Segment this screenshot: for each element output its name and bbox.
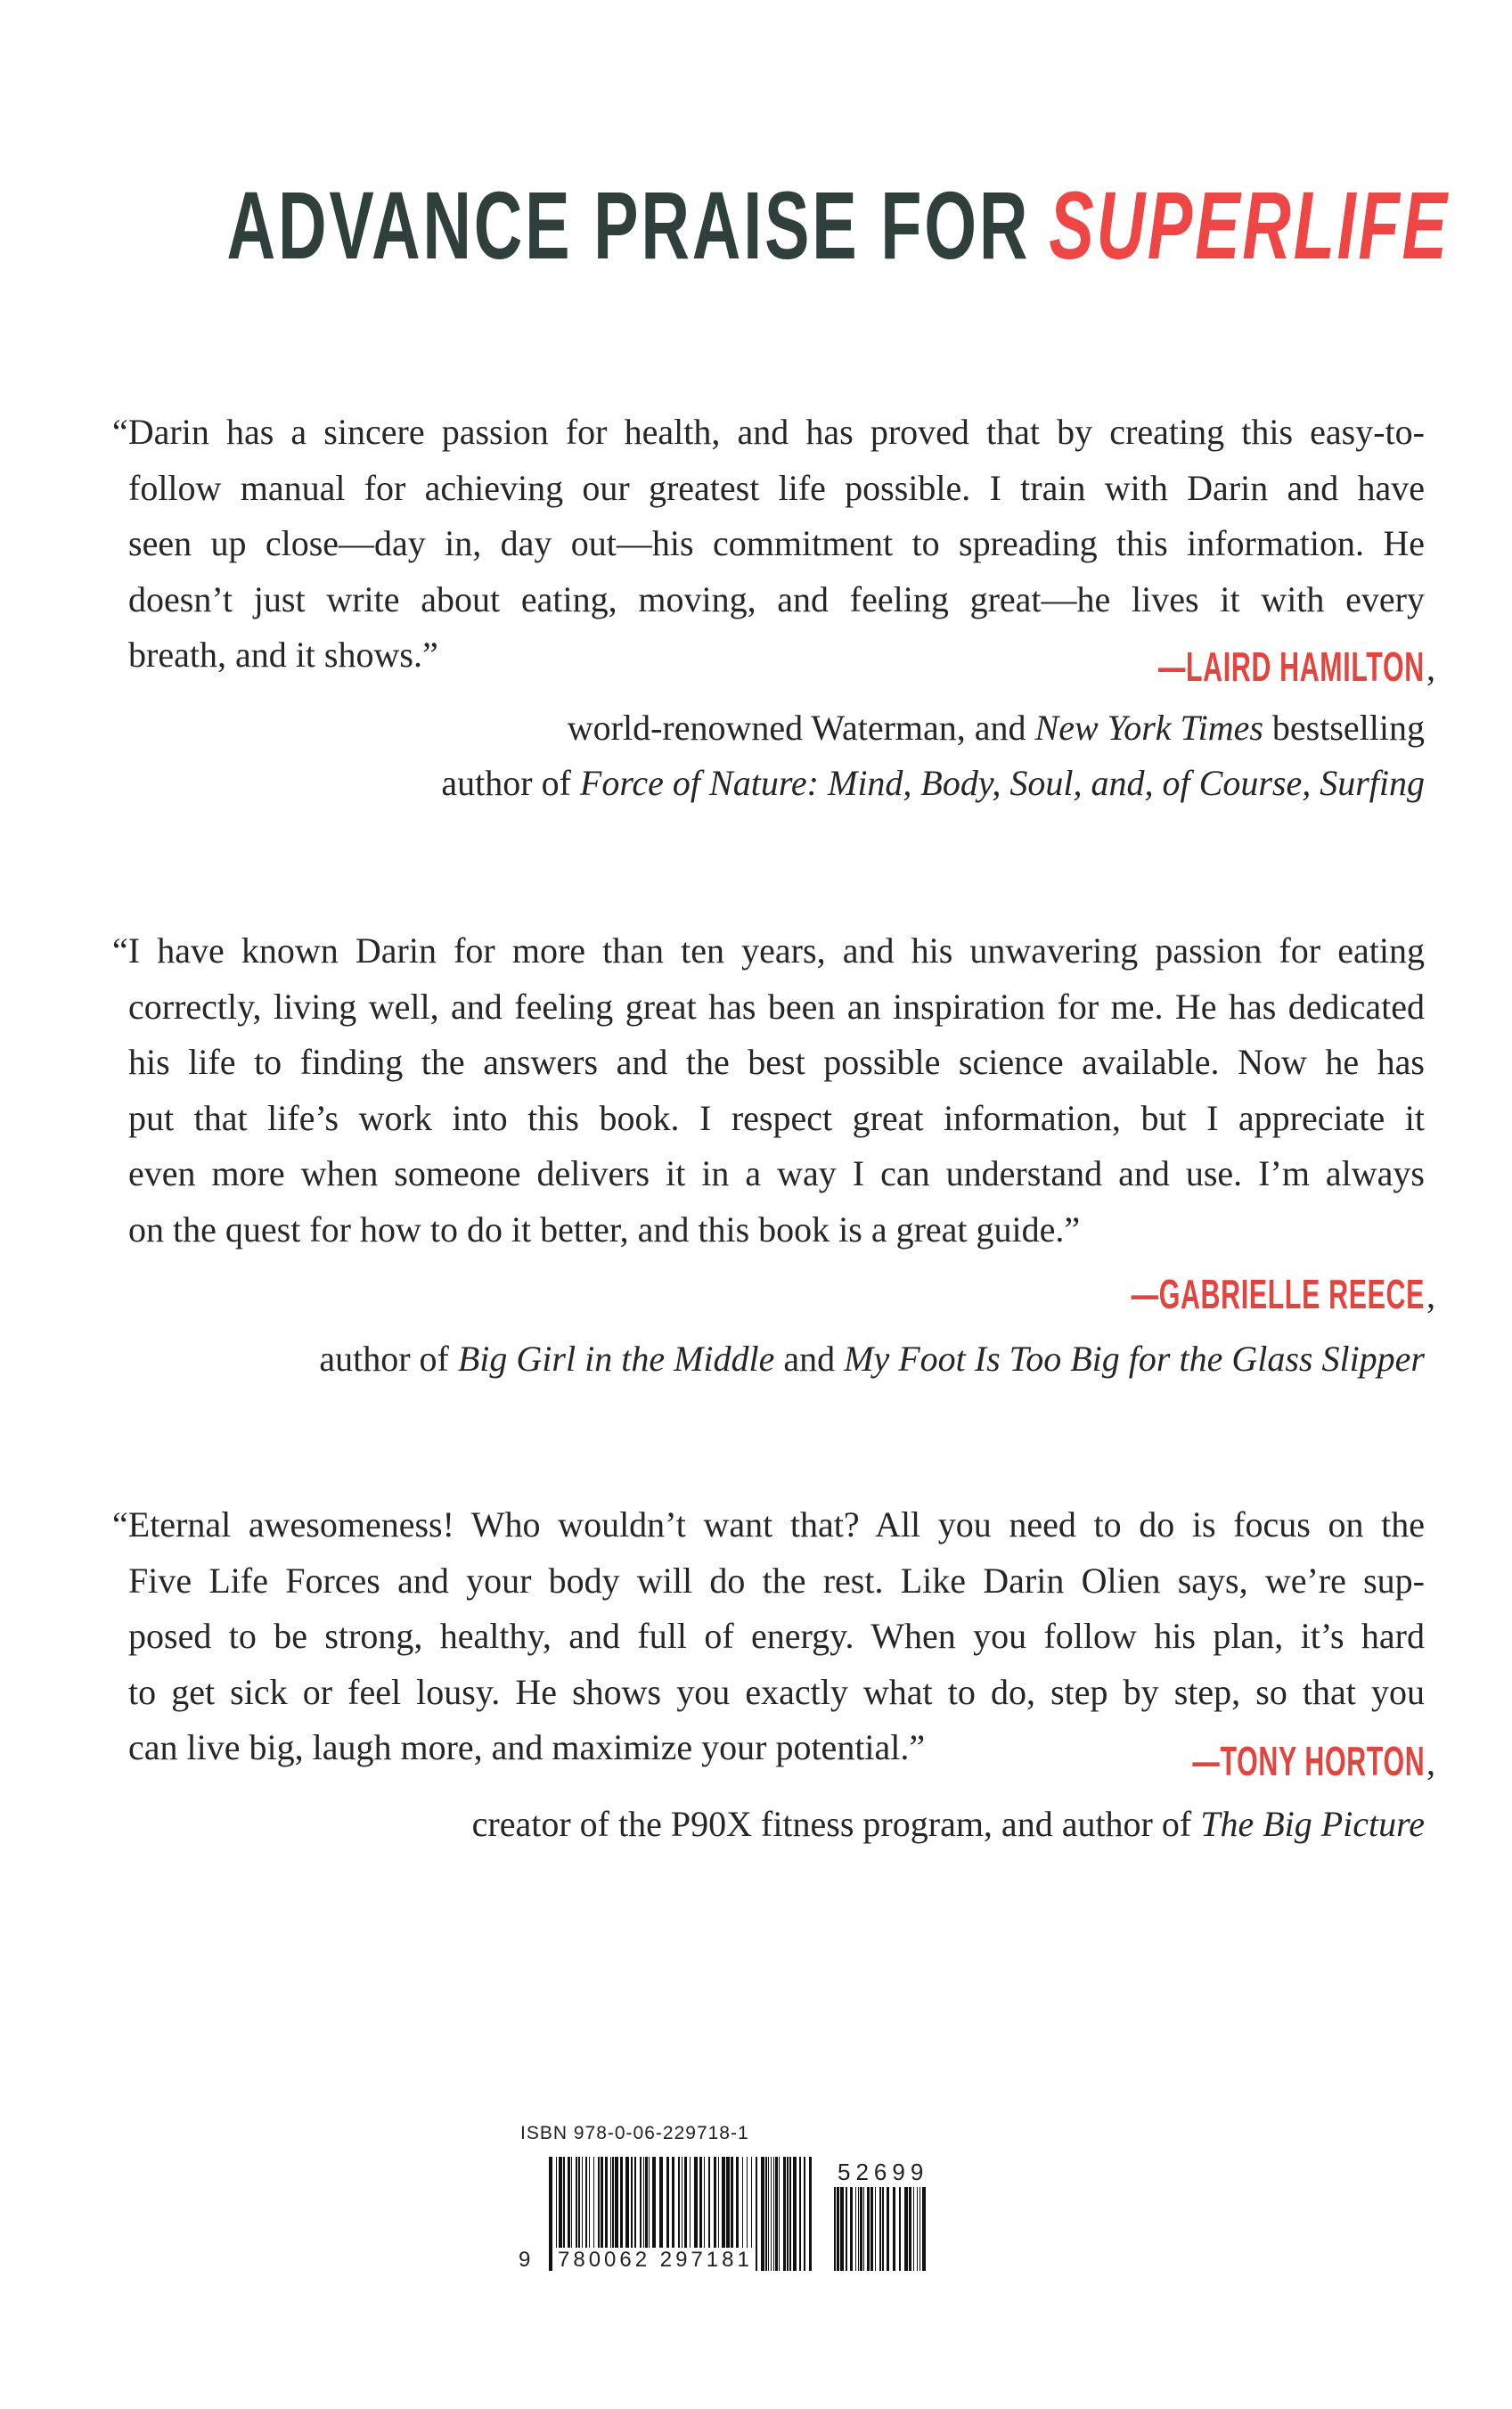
attribution-line: author of Force of Nature: Mind, Body, Soul, and, of Course, Surfing — [441, 763, 1425, 803]
barcode-bar — [858, 2187, 859, 2271]
barcode-bar — [893, 2187, 895, 2271]
barcode-bar — [860, 2187, 862, 2271]
barcode-bar — [799, 2157, 801, 2271]
quote-line: correctly, living well, and feeling great has been an inspiration for me. He has dedicated — [128, 986, 1425, 1027]
barcode-bar — [850, 2187, 853, 2271]
barcode-bar — [875, 2187, 876, 2271]
quote-line: can live big, laugh more, and maximize your potential.” — [128, 1727, 926, 1767]
barcode-first-digit: 9 — [519, 2248, 531, 2272]
barcode-bar — [771, 2157, 772, 2271]
barcode-bar — [919, 2187, 920, 2271]
barcode-bar — [837, 2187, 839, 2271]
barcode-bar — [756, 2157, 757, 2271]
quote-line: “Darin has a sincere passion for health, and has proved that by creating this easy-to- — [112, 412, 1425, 452]
barcode-bar — [846, 2187, 847, 2271]
quote-line: to get sick or feel lousy. He shows you exactly what to do, step by step, so that you — [128, 1671, 1425, 1712]
barcode-addon-digits: 52699 — [838, 2159, 929, 2185]
barcode-bar — [899, 2187, 901, 2271]
quote-tony-horton — [112, 1497, 1425, 1776]
barcode-addon-bars — [834, 2187, 930, 2271]
barcode-digits: 780062 297181 — [558, 2248, 753, 2272]
attribution-comma: , — [1426, 1275, 1435, 1315]
barcode-bar — [879, 2187, 881, 2271]
quote-line: seen up close—day in, day out—his commitment to spreading this information. He — [128, 523, 1425, 563]
barcode-bar — [761, 2157, 764, 2271]
barcode-bar — [867, 2187, 870, 2271]
barcode-bar — [922, 2187, 926, 2271]
quote-line: breath, and it shows.” — [128, 635, 438, 675]
quote-line: “Eternal awesomeness! Who wouldn’t want that? All you need to do is focus on the — [112, 1504, 1425, 1545]
quote-line: posed to be strong, healthy, and full of energy. When you follow his plan, it’s hard — [128, 1616, 1425, 1656]
attribution-line: world-renowned Waterman, and New York Times bestselling — [567, 708, 1425, 748]
barcode-bar — [887, 2187, 889, 2271]
barcode-bar — [913, 2187, 914, 2271]
barcode-bar — [804, 2157, 805, 2271]
attribution-line: author of Big Girl in the Middle and My Foot Is Too Big for the Glass Slipper — [319, 1339, 1425, 1379]
barcode-bar — [793, 2157, 797, 2271]
title-text: ADVANCE PRAISE FOR — [226, 171, 1031, 279]
barcode-bar — [789, 2157, 791, 2271]
barcode-bar — [882, 2187, 884, 2271]
isbn-label: ISBN 978-0-06-229718-1 — [520, 2123, 749, 2143]
barcode-bar — [787, 2157, 789, 2271]
barcode-bar — [834, 2187, 836, 2271]
isbn-barcode — [517, 2123, 980, 2283]
attribution-name: —GABRIELLE REECE — [1131, 1271, 1425, 1317]
barcode-bar — [904, 2187, 908, 2271]
quote-line: on the quest for how to do it better, and this book is a great guide.” — [128, 1209, 1081, 1250]
quote-gabrielle-reece — [112, 923, 1425, 1258]
barcode-bar — [863, 2187, 864, 2271]
attribution-name: —LAIRD HAMILTON — [1158, 643, 1425, 690]
barcode-bar — [909, 2187, 911, 2271]
quote-line: follow manual for achieving our greatest life possible. I train with Darin and have — [128, 467, 1425, 508]
barcode-bar — [783, 2157, 786, 2271]
barcode-bar — [768, 2157, 769, 2271]
barcode-bar — [765, 2157, 767, 2271]
barcode-bar — [779, 2157, 780, 2271]
barcode-bar — [549, 2157, 552, 2271]
quote-line: put that life’s work into this book. I respect great information, but I appreciate it — [128, 1097, 1425, 1138]
barcode-bar — [773, 2157, 774, 2271]
quote-line: even more when someone delivers it in a way I can understand and use. I’m always — [128, 1153, 1425, 1193]
barcode-bar — [917, 2187, 918, 2271]
barcode-bar — [855, 2187, 856, 2271]
quote-line: his life to finding the answers and the best possible science available. Now he has — [128, 1042, 1425, 1082]
attribution-comma: , — [1426, 648, 1435, 688]
barcode-bar — [840, 2187, 844, 2271]
quote-line: doesn’t just write about eating, moving, and feeling great—he lives it with every — [128, 578, 1425, 619]
attribution-comma: , — [1426, 1742, 1435, 1782]
attribution-name: —TONY HORTON — [1192, 1738, 1425, 1784]
barcode-bar — [775, 2157, 778, 2271]
barcode-bar — [870, 2187, 873, 2271]
quote-line: “I have known Darin for more than ten years, and his unwavering passion for eating — [112, 930, 1425, 971]
title-book-name: SUPERLIFE — [1049, 171, 1450, 279]
quote-line: Five Life Forces and your body will do the rest. Like Darin Olien says, we’re sup- — [128, 1560, 1425, 1601]
barcode-bar — [809, 2157, 812, 2271]
page-title — [226, 168, 1450, 283]
attribution-line: creator of the P90X fitness program, and author of The Big Picture — [471, 1804, 1425, 1844]
